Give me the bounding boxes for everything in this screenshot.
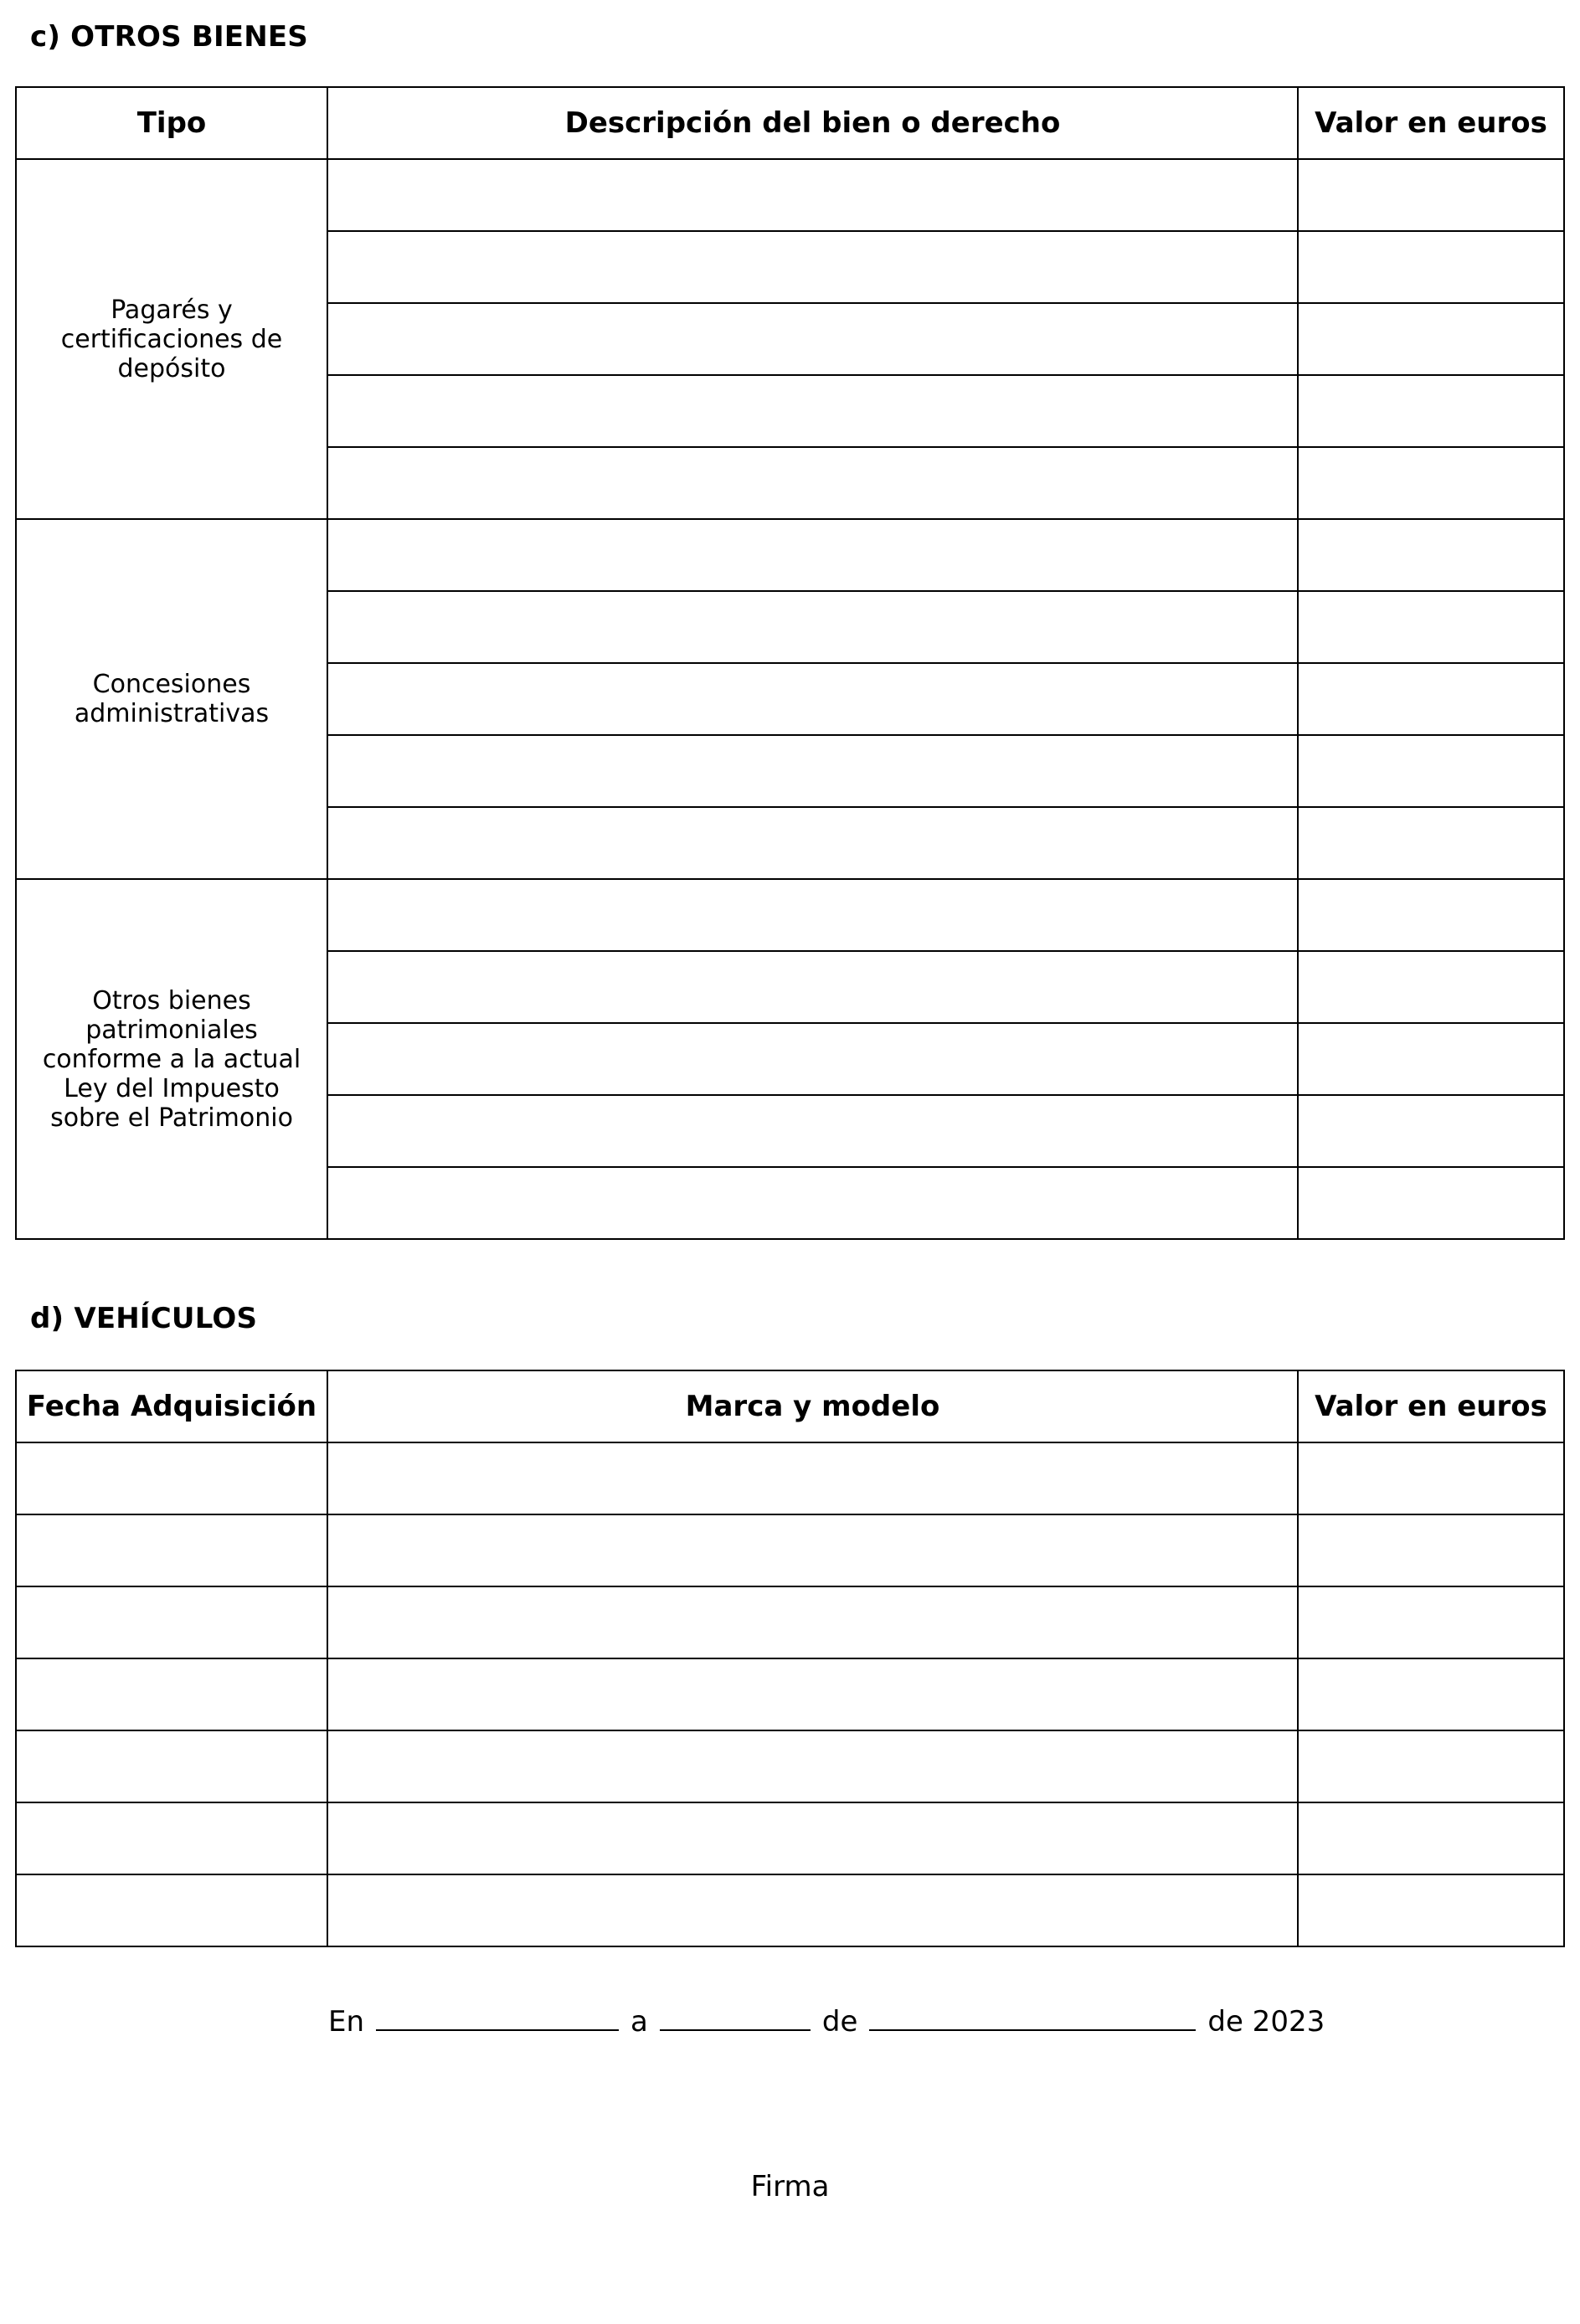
valor-cell[interactable] [1298, 591, 1564, 663]
valor-cell[interactable] [1298, 1514, 1564, 1586]
table-row [16, 1514, 1564, 1586]
valor-cell[interactable] [1298, 447, 1564, 519]
table-row [16, 879, 1564, 951]
valor-cell[interactable] [1298, 303, 1564, 375]
descripcion-cell[interactable] [327, 159, 1298, 231]
firma-label: Firma [750, 2170, 830, 2203]
header-valor: Valor en euros [1298, 1370, 1564, 1442]
valor-cell[interactable] [1298, 375, 1564, 447]
valor-cell[interactable] [1298, 879, 1564, 951]
marca-modelo-cell[interactable] [327, 1802, 1298, 1874]
descripcion-cell[interactable] [327, 519, 1298, 591]
descripcion-cell[interactable] [327, 447, 1298, 519]
marca-modelo-cell[interactable] [327, 1514, 1298, 1586]
marca-modelo-cell[interactable] [327, 1730, 1298, 1802]
valor-cell[interactable] [1298, 1023, 1564, 1095]
valor-cell[interactable] [1298, 1442, 1564, 1514]
tipo-cell: Otros bienes patrimoniales conforme a la actual Ley del Impuesto sobre el Patrimonio [16, 879, 327, 1239]
fecha-cell[interactable] [16, 1874, 327, 1946]
year-label: de 2023 [1207, 2005, 1325, 2039]
descripcion-cell[interactable] [327, 735, 1298, 807]
month-blank[interactable] [869, 2008, 1196, 2031]
otros-bienes-table [15, 86, 1565, 1240]
table-header-row [16, 1370, 1564, 1442]
section-d-title: d) VEHÍCULOS [30, 1302, 258, 1335]
descripcion-cell[interactable] [327, 303, 1298, 375]
table-row [16, 159, 1564, 231]
table-row [16, 1730, 1564, 1802]
table-row [16, 1874, 1564, 1946]
table-row [16, 1442, 1564, 1514]
marca-modelo-cell[interactable] [327, 1442, 1298, 1514]
valor-cell[interactable] [1298, 1167, 1564, 1239]
valor-cell[interactable] [1298, 1730, 1564, 1802]
a-label: a [630, 2005, 648, 2039]
place-blank[interactable] [376, 2008, 619, 2031]
valor-cell[interactable] [1298, 1874, 1564, 1946]
marca-modelo-cell[interactable] [327, 1658, 1298, 1730]
place-date-line [328, 2005, 1325, 2039]
header-tipo: Tipo [16, 87, 327, 159]
fecha-cell[interactable] [16, 1442, 327, 1514]
descripcion-cell[interactable] [327, 231, 1298, 303]
descripcion-cell[interactable] [327, 1167, 1298, 1239]
descripcion-cell[interactable] [327, 591, 1298, 663]
valor-cell[interactable] [1298, 519, 1564, 591]
day-blank[interactable] [660, 2008, 811, 2031]
valor-cell[interactable] [1298, 735, 1564, 807]
en-label: En [328, 2005, 365, 2039]
fecha-cell[interactable] [16, 1802, 327, 1874]
de-label: de [821, 2005, 858, 2039]
valor-cell[interactable] [1298, 1658, 1564, 1730]
valor-cell[interactable] [1298, 807, 1564, 879]
descripcion-cell[interactable] [327, 1095, 1298, 1167]
tipo-cell: Pagarés y certificaciones de depósito [16, 159, 327, 519]
table-row [16, 1658, 1564, 1730]
fecha-cell[interactable] [16, 1514, 327, 1586]
table-row [16, 519, 1564, 591]
section-c-title: c) OTROS BIENES [30, 20, 308, 54]
header-marca-modelo: Marca y modelo [327, 1370, 1298, 1442]
descripcion-cell[interactable] [327, 375, 1298, 447]
table-row [16, 1586, 1564, 1658]
vehiculos-table [15, 1370, 1565, 1947]
fecha-cell[interactable] [16, 1658, 327, 1730]
descripcion-cell[interactable] [327, 951, 1298, 1023]
header-descripcion: Descripción del bien o derecho [327, 87, 1298, 159]
header-fecha-adquisicion: Fecha Adquisición [16, 1370, 327, 1442]
fecha-cell[interactable] [16, 1586, 327, 1658]
valor-cell[interactable] [1298, 1802, 1564, 1874]
marca-modelo-cell[interactable] [327, 1874, 1298, 1946]
tipo-cell: Concesiones administrativas [16, 519, 327, 879]
valor-cell[interactable] [1298, 1586, 1564, 1658]
table-header-row [16, 87, 1564, 159]
marca-modelo-cell[interactable] [327, 1586, 1298, 1658]
table-row [16, 1802, 1564, 1874]
descripcion-cell[interactable] [327, 663, 1298, 735]
header-valor: Valor en euros [1298, 87, 1564, 159]
valor-cell[interactable] [1298, 663, 1564, 735]
valor-cell[interactable] [1298, 951, 1564, 1023]
descripcion-cell[interactable] [327, 1023, 1298, 1095]
fecha-cell[interactable] [16, 1730, 327, 1802]
valor-cell[interactable] [1298, 231, 1564, 303]
valor-cell[interactable] [1298, 1095, 1564, 1167]
descripcion-cell[interactable] [327, 879, 1298, 951]
descripcion-cell[interactable] [327, 807, 1298, 879]
valor-cell[interactable] [1298, 159, 1564, 231]
